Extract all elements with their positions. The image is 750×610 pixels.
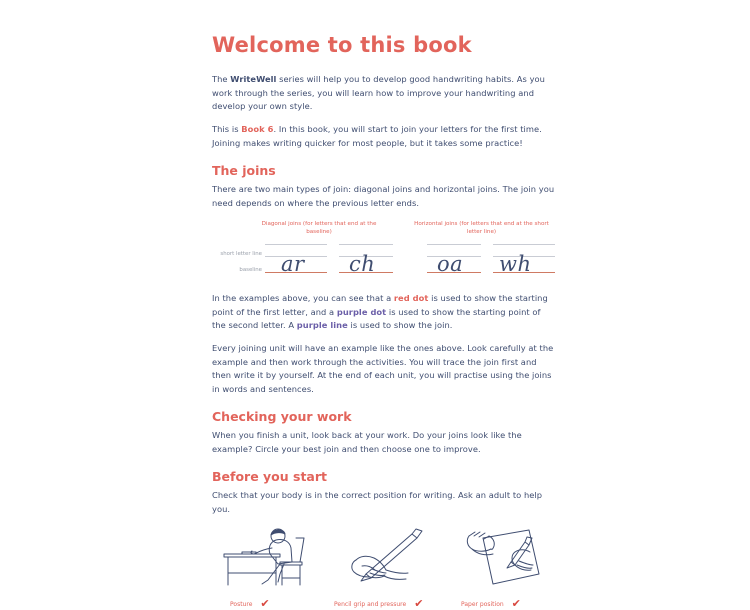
intro-paragraph: [212, 73, 555, 113]
the-joins-intro: There are two main types of join: diagonal joins and horizontal joins. The join you need depends on where the previous letter ends.: [212, 184, 555, 208]
book-text-after: . In this book, you will start to join your letters for the first time. Joining makes writing quicker for most people, but it takes some practice!: [212, 124, 542, 148]
purple-dot-term: purple dot: [336, 306, 387, 317]
child-at-desk-icon: [218, 528, 330, 590]
check-icon-pencil-grip: ✔: [414, 596, 424, 610]
dots-text-1: In the examples above, you can see that a: [212, 293, 394, 304]
intro-text-before: The: [212, 74, 231, 85]
caption-paper-position: [461, 597, 573, 608]
illustration-pencil-grip: [334, 528, 446, 608]
check-icon-paper-position: ✔: [511, 596, 521, 610]
joining-unit-paragraph: Every joining unit will have an example like the ones above. Look carefully at the example and then work through the activities. You will trace the join first and then write it by yourself. At the end of each unit, you will practise using the joins in words and sentences.: [212, 343, 554, 394]
before-you-start-body: Check that your body is in the correct position for writing. Ask an adult to help you.: [212, 490, 543, 514]
caption-posture: [230, 597, 342, 608]
joins-diagram: [212, 220, 555, 282]
posture-illustrations: [212, 528, 555, 608]
caption-pencil-grip: [334, 597, 446, 608]
book-paragraph: [212, 123, 555, 150]
document-content: [212, 34, 555, 608]
illustration-paper-position: [455, 528, 567, 608]
intro-text-after: series will help you to develop good handwriting habits. As you work through the series, you will learn how to improve your handwriting and develop your own style.: [212, 74, 545, 111]
heading-before-you-start: Before you start: [212, 469, 328, 485]
check-icon-posture: ✔: [260, 596, 270, 610]
join-example-ch: ch: [349, 252, 376, 277]
page-title: Welcome to this book: [212, 33, 472, 57]
heading-checking-your-work: Checking your work: [212, 409, 352, 425]
caption-posture-label: Posture: [230, 600, 253, 608]
book-text-before: This is: [212, 124, 242, 135]
dots-explanation-paragraph: [212, 292, 555, 332]
hand-holding-pencil-icon: [334, 528, 446, 590]
red-dot-term: red dot: [393, 293, 429, 304]
dots-text-2: is used to show the starting point of the first letter, and a: [212, 293, 548, 317]
guide-label-baseline: baseline: [239, 267, 262, 274]
caption-paper-position-label: Paper position: [461, 600, 504, 608]
callout-horizontal-joins: Horizontal joins (for letters that end at the short letter line): [414, 221, 549, 236]
join-example-wh: wh: [499, 252, 532, 277]
hands-on-tilted-paper-icon: [455, 528, 567, 590]
guide-label-short-letter-line: short letter line: [220, 251, 262, 258]
dots-text-4: is used to show the join.: [347, 320, 453, 331]
joins-examples-row: [265, 240, 555, 277]
heading-the-joins: The joins: [212, 163, 276, 179]
book-number: Book 6: [241, 124, 274, 135]
writewell-brand: WriteWell: [230, 74, 277, 85]
purple-line-term: purple line: [296, 320, 348, 331]
join-example-oa: oa: [437, 252, 464, 277]
callout-diagonal-joins: Diagonal joins (for letters that end at the baseline): [261, 221, 377, 236]
handwriting-guide-lines: [220, 244, 555, 278]
caption-pencil-grip-label: Pencil grip and pressure: [334, 600, 407, 608]
dots-text-3: is used to show the starting point of the second letter. A: [212, 306, 541, 331]
join-example-ar: ar: [281, 252, 305, 277]
illustration-posture: [218, 528, 330, 608]
checking-your-work-body: When you finish a unit, look back at your work. Do your joins look like the example? Circle your best join and then choose one to improve.: [212, 430, 522, 454]
